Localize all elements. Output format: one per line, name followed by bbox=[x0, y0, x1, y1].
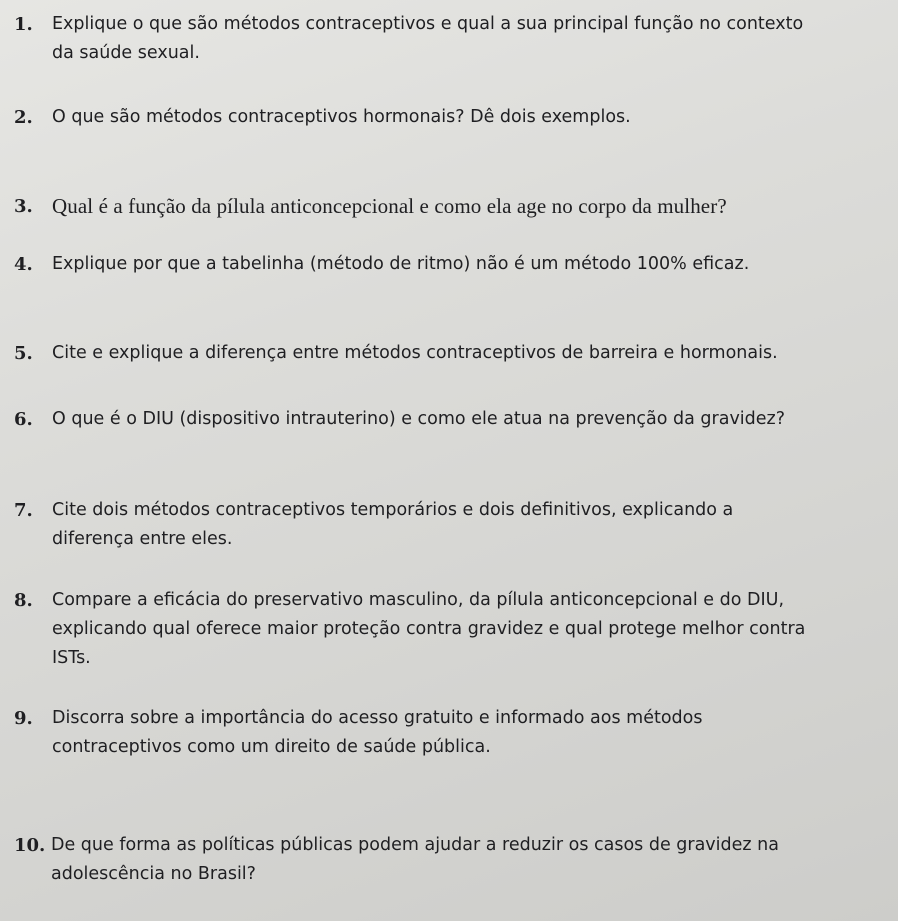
question-text: O que são métodos contraceptivos hormonais? Dê dois exemplos. bbox=[52, 107, 631, 127]
question-text: Qual é a função da pílula anticoncepcional e como ela age no corpo da mulher? bbox=[52, 194, 727, 218]
question-5 bbox=[14, 339, 892, 368]
question-7 bbox=[14, 496, 892, 554]
question-4 bbox=[14, 250, 892, 279]
question-2 bbox=[14, 103, 892, 132]
question-text: Compare a eficácia do preservativo masculino, da pílula anticoncepcional e do DIU, explicando qual oferece maior proteção contra gravidez e qual protege melhor contra ISTs. bbox=[52, 590, 806, 668]
question-number: 10. bbox=[14, 835, 46, 856]
question-number: 8. bbox=[14, 590, 33, 611]
question-number: 7. bbox=[14, 500, 33, 521]
question-8 bbox=[14, 586, 892, 673]
question-1 bbox=[14, 10, 892, 68]
question-text: Explique o que são métodos contraceptivos e qual a sua principal função no contexto da saúde sexual. bbox=[52, 14, 804, 63]
question-number: 2. bbox=[14, 107, 33, 128]
question-number: 3. bbox=[14, 196, 33, 217]
question-9 bbox=[14, 704, 892, 762]
question-number: 6. bbox=[14, 409, 33, 430]
question-text: O que é o DIU (dispositivo intrauterino) e como ele atua na prevenção da gravidez? bbox=[52, 409, 786, 429]
question-text: Explique por que a tabelinha (método de ritmo) não é um método 100% eficaz. bbox=[52, 254, 750, 274]
question-number: 4. bbox=[14, 254, 33, 275]
question-number: 1. bbox=[14, 14, 33, 35]
question-text: Discorra sobre a importância do acesso gratuito e informado aos métodos contraceptivos como um direito de saúde pública. bbox=[52, 708, 703, 757]
question-6 bbox=[14, 405, 892, 434]
question-text: Cite dois métodos contraceptivos temporários e dois definitivos, explicando a diferença entre eles. bbox=[52, 500, 734, 549]
question-3 bbox=[14, 192, 892, 221]
question-number: 5. bbox=[14, 343, 33, 364]
question-10 bbox=[14, 831, 892, 889]
question-text: De que forma as políticas públicas podem ajudar a reduzir os casos de gravidez na adolescência no Brasil? bbox=[51, 835, 779, 884]
question-number: 9. bbox=[14, 708, 33, 729]
question-text: Cite e explique a diferença entre métodos contraceptivos de barreira e hormonais. bbox=[52, 343, 778, 363]
